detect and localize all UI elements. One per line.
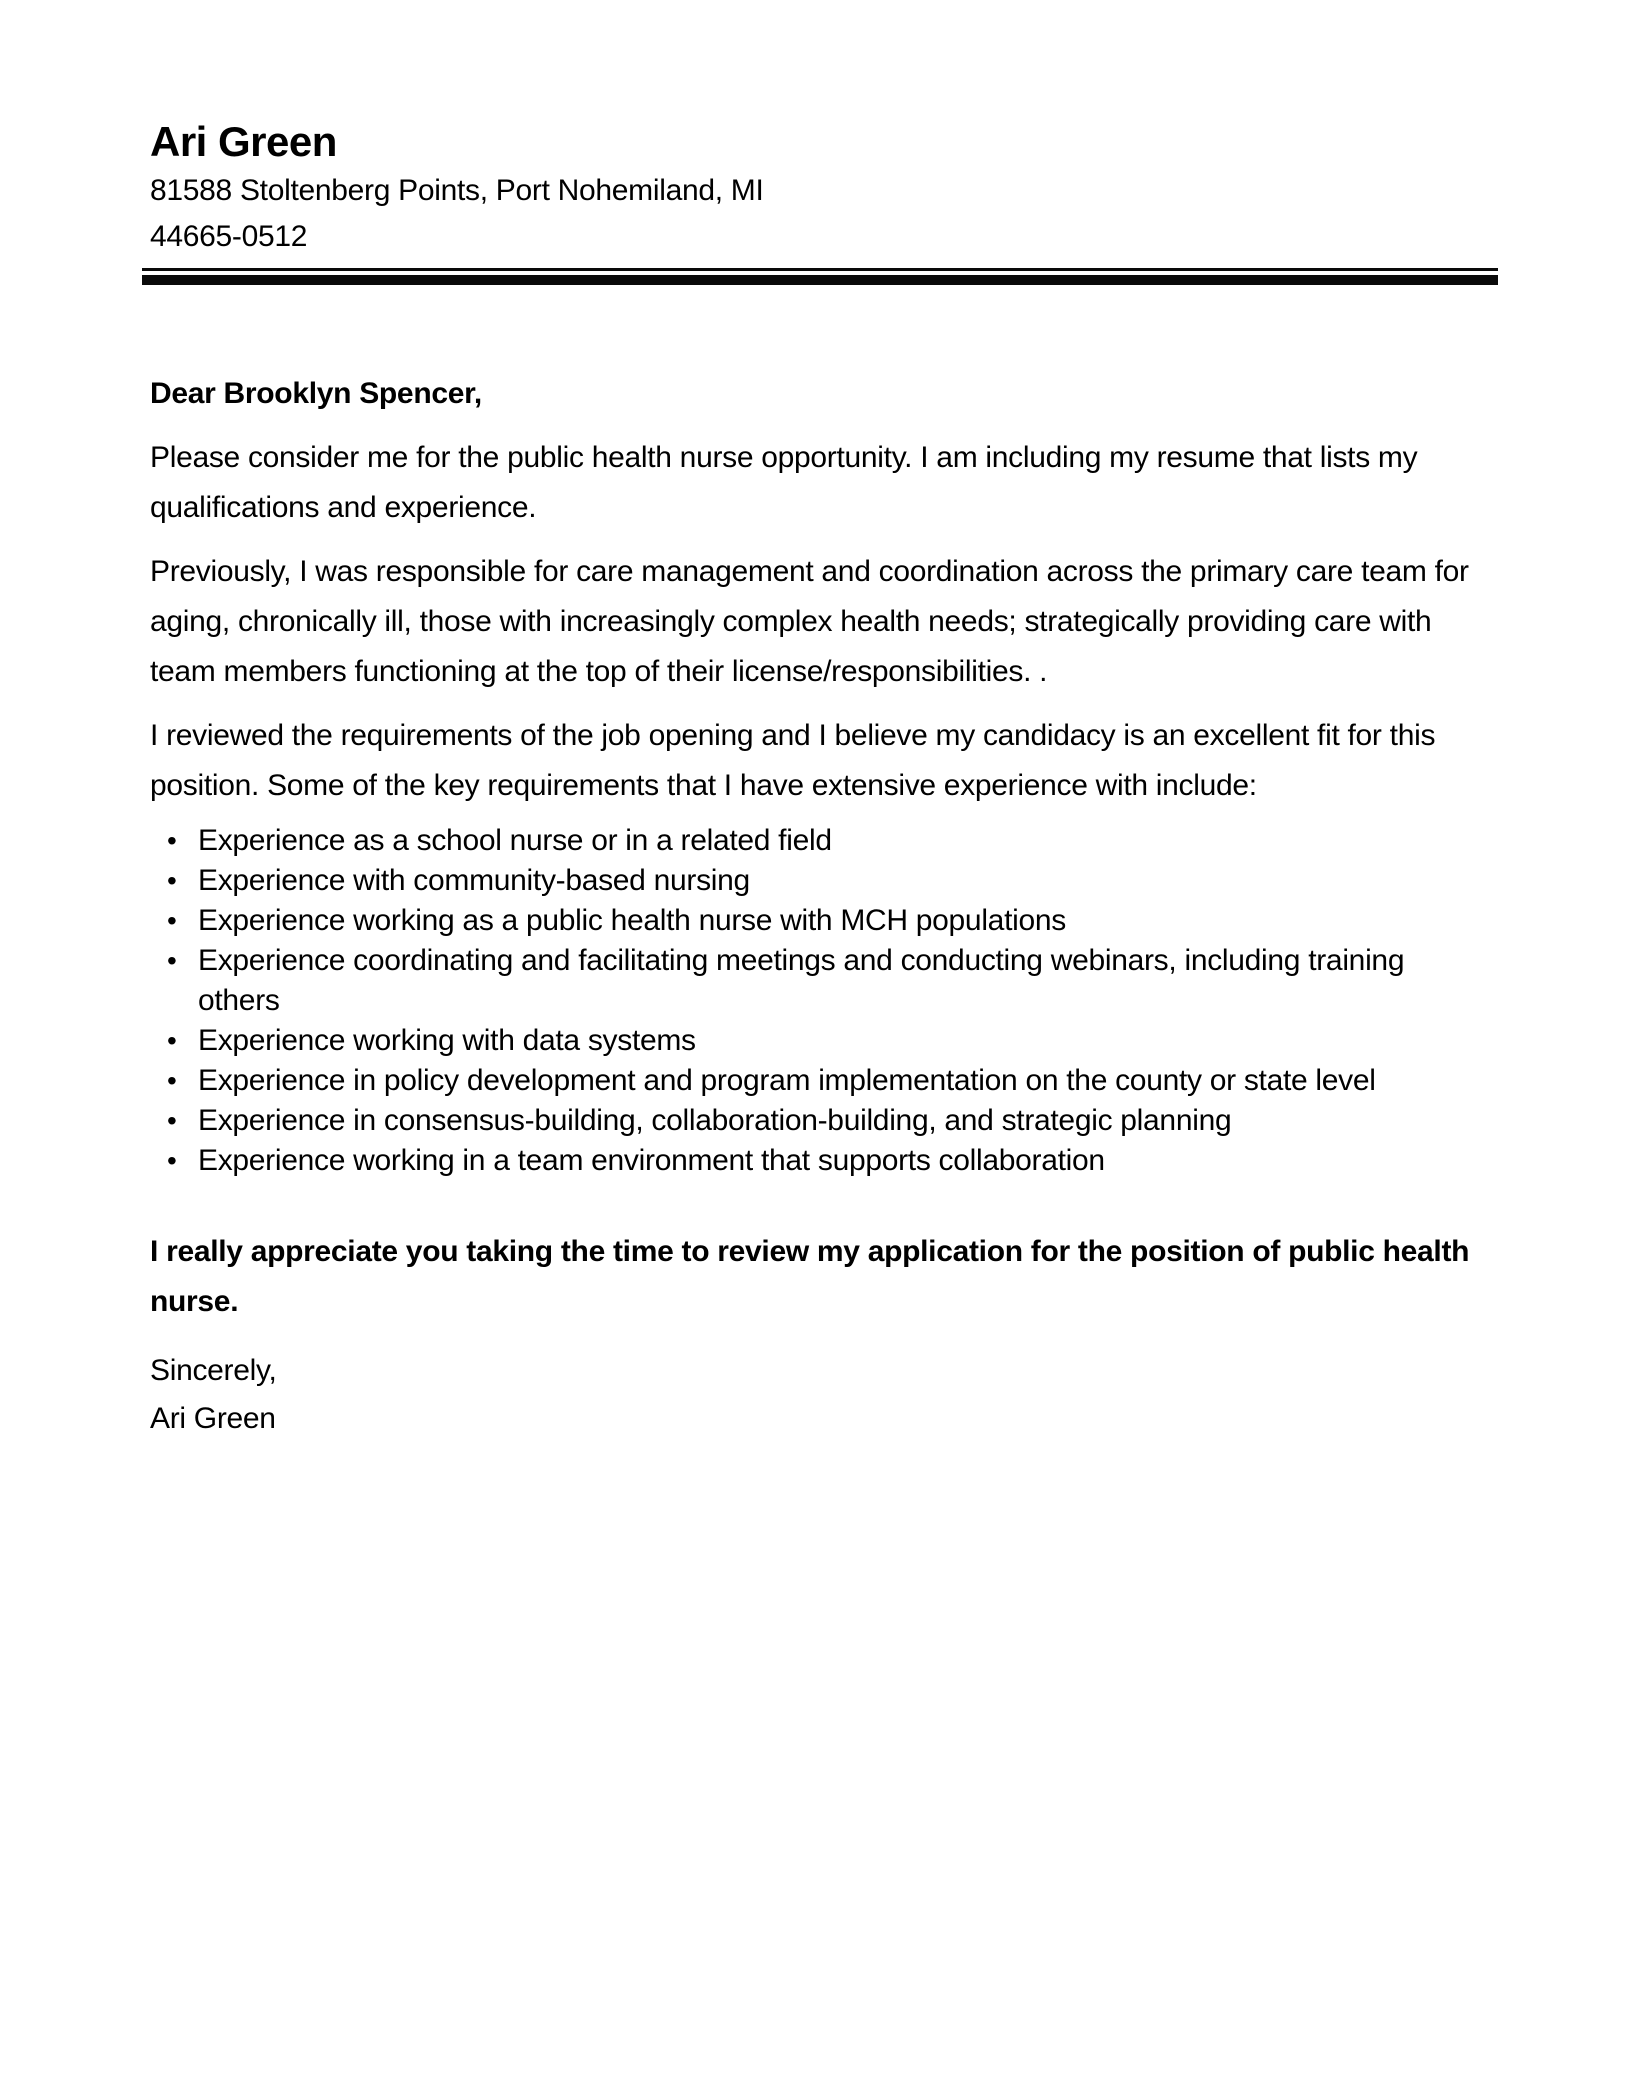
closing-appreciation-statement: I really appreciate you taking the time to review my application for the position of public health nurse. bbox=[150, 1235, 1470, 1318]
list-item bbox=[150, 861, 1490, 901]
list-item-text: Experience working as a public health nurse with MCH populations bbox=[198, 904, 1066, 937]
list-item bbox=[150, 1141, 1490, 1181]
bullet-icon: • bbox=[167, 1105, 177, 1136]
bullet-icon: • bbox=[167, 1145, 177, 1176]
sender-name: Ari Green bbox=[150, 118, 337, 165]
list-item bbox=[150, 1101, 1490, 1141]
signoff: Sincerely, bbox=[150, 1354, 277, 1387]
paragraph-previous-experience: Previously, I was responsible for care management and coordination across the primary care team for aging, chronically ill, those with increasingly complex health needs; strategically providing care with team members functioning at the top of their license/responsibilities. . bbox=[150, 555, 1469, 688]
signoff-block bbox=[150, 1347, 1490, 1443]
letter-header bbox=[150, 116, 1490, 285]
list-item-text: Experience working with data systems bbox=[198, 1024, 696, 1057]
greeting: Dear Brooklyn Spencer, bbox=[150, 377, 482, 410]
list-item-text: Experience working in a team environment that supports collaboration bbox=[198, 1144, 1105, 1177]
sender-address-line-1: 81588 Stoltenberg Points, Port Nohemiland, MI bbox=[150, 174, 764, 207]
bullet-icon: • bbox=[167, 865, 177, 896]
list-item bbox=[150, 821, 1490, 861]
list-item bbox=[150, 901, 1490, 941]
list-item-text: Experience with community-based nursing bbox=[198, 864, 750, 897]
paragraph-intro: Please consider me for the public health nurse opportunity. I am including my resume that lists my qualifications and experience. bbox=[150, 441, 1418, 524]
list-item-text: Experience as a school nurse or in a related field bbox=[198, 824, 832, 857]
list-item bbox=[150, 941, 1490, 1021]
list-item bbox=[150, 1021, 1490, 1061]
bullet-icon: • bbox=[167, 1065, 177, 1096]
list-item bbox=[150, 1061, 1490, 1101]
paragraph-requirements-lead-in: I reviewed the requirements of the job opening and I believe my candidacy is an excellent fit for this position. Some of the key requirements that I have extensive experience with include: bbox=[150, 719, 1436, 802]
bullet-icon: • bbox=[167, 825, 177, 856]
bullet-icon: • bbox=[167, 1025, 177, 1056]
bullet-icon: • bbox=[167, 905, 177, 936]
requirements-list bbox=[150, 821, 1490, 1181]
bullet-icon: • bbox=[167, 945, 177, 976]
list-item-text: Experience in policy development and program implementation on the county or state level bbox=[198, 1064, 1376, 1097]
list-item-text: Experience in consensus-building, collaboration-building, and strategic planning bbox=[198, 1104, 1232, 1137]
list-item-text: Experience coordinating and facilitating meetings and conducting webinars, including training others bbox=[198, 944, 1405, 1017]
letter-body bbox=[150, 369, 1490, 1443]
sender-address-line-2: 44665-0512 bbox=[150, 220, 308, 253]
signature-name: Ari Green bbox=[150, 1402, 276, 1435]
header-divider-rule bbox=[142, 268, 1498, 285]
